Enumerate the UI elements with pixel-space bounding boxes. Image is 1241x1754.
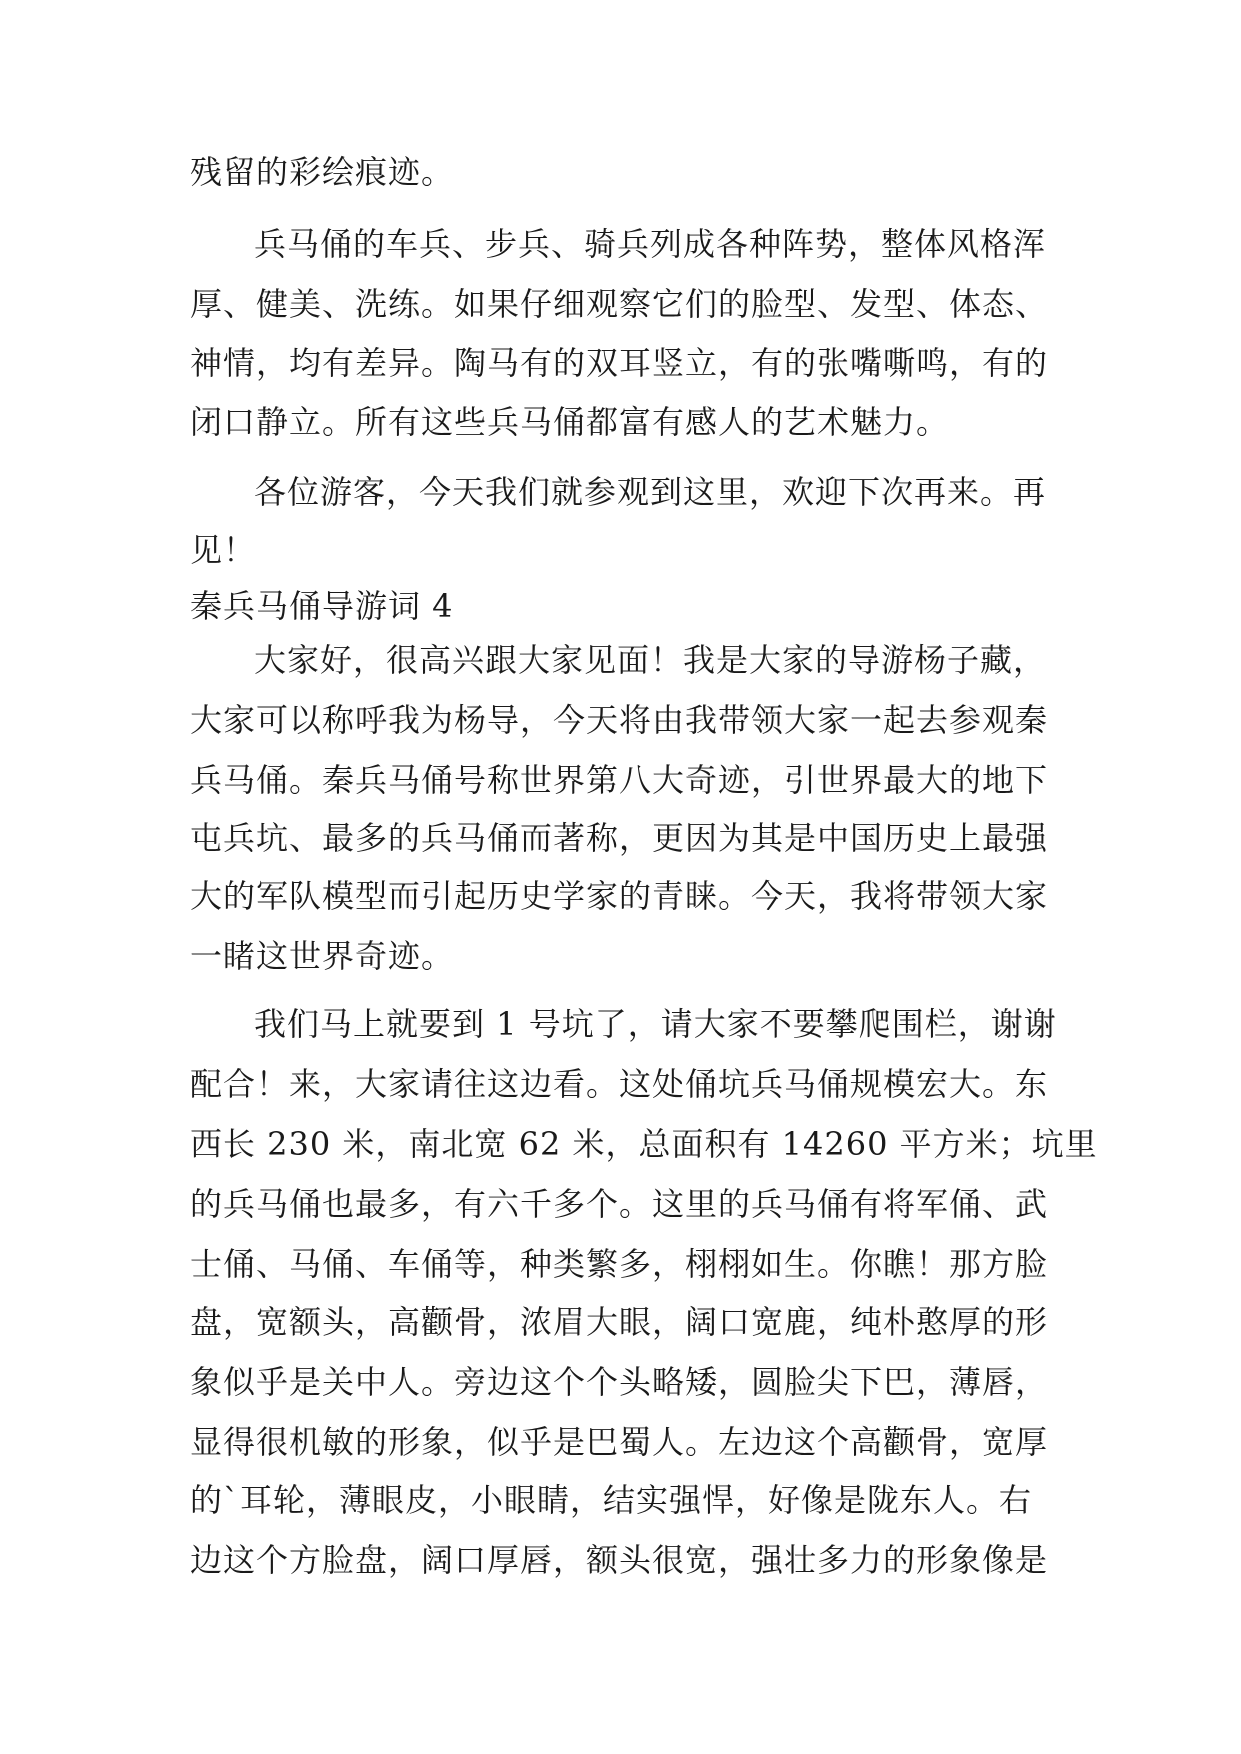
text-line: 残留的彩绘痕迹。 — [190, 153, 455, 191]
text-line: 见！ — [190, 531, 257, 569]
text-line: 盘，宽额头，高颧骨，浓眉大眼，阔口宽鹿，纯朴憨厚的形 — [190, 1303, 1049, 1341]
text-line: 的`耳轮，薄眼皮，小眼睛，结实强悍，好像是陇东人。右 — [190, 1481, 1033, 1519]
text-line: 神情，均有差异。陶马有的双耳竖立，有的张嘴嘶鸣，有的 — [190, 344, 1049, 382]
text-line: 显得很机敏的形象，似乎是巴蜀人。左边这个高颧骨，宽厚 — [190, 1423, 1049, 1461]
text-line: 兵马俑。秦兵马俑号称世界第八大奇迹，引世界最大的地下 — [190, 761, 1049, 799]
text-line: 象似乎是关中人。旁边这个个头略矮，圆脸尖下巴，薄唇， — [190, 1363, 1049, 1401]
text-line: 大家好，很高兴跟大家见面！我是大家的导游杨子藏， — [254, 641, 1047, 679]
text-line: 屯兵坑、最多的兵马俑而著称，更因为其是中国历史上最强 — [190, 819, 1049, 857]
text-line: 厚、健美、洗练。如果仔细观察它们的脸型、发型、体态、 — [190, 285, 1049, 323]
text-line: 配合！来，大家请往这边看。这处俑坑兵马俑规模宏大。东 — [190, 1065, 1049, 1103]
text-line: 大家可以称呼我为杨导，今天将由我带领大家一起去参观秦 — [190, 701, 1049, 739]
section-heading: 秦兵马俑导游词 4 — [190, 587, 454, 625]
text-line: 我们马上就要到 1 号坑了，请大家不要攀爬围栏，谢谢 — [254, 1005, 1057, 1043]
text-line: 大的军队模型而引起历史学家的青睐。今天，我将带领大家 — [190, 877, 1049, 915]
text-line: 闭口静立。所有这些兵马俑都富有感人的艺术魅力。 — [190, 403, 950, 441]
text-line: 边这个方脸盘，阔口厚唇，额头很宽，强壮多力的形象像是 — [190, 1541, 1049, 1579]
text-line: 的兵马俑也最多，有六千多个。这里的兵马俑有将军俑、武 — [190, 1185, 1049, 1223]
text-line: 一睹这世界奇迹。 — [190, 937, 455, 975]
text-line: 兵马俑的车兵、步兵、骑兵列成各种阵势，整体风格浑 — [254, 225, 1047, 263]
text-line: 各位游客，今天我们就参观到这里，欢迎下次再来。再 — [254, 473, 1047, 511]
text-line: 西长 230 米，南北宽 62 米，总面积有 14260 平方米；坑里 — [190, 1125, 1098, 1163]
text-line: 士俑、马俑、车俑等，种类繁多，栩栩如生。你瞧！那方脸 — [190, 1245, 1049, 1283]
